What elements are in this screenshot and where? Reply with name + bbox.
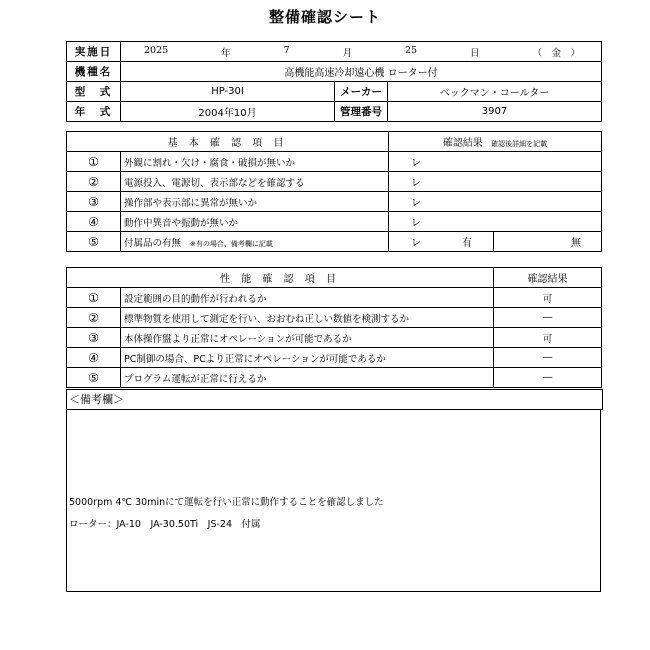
type-value: HP-30I	[121, 82, 335, 102]
year-made-row	[67, 102, 602, 122]
perf-item-num: ③	[67, 328, 121, 348]
remarks-header: ＜備考欄＞	[66, 389, 603, 410]
perf-item-result: 可	[494, 328, 602, 348]
perf-header-item: 性 能 確 認 項 目	[67, 268, 494, 288]
basic-item-text: 操作部や表示部に異常が無いか	[121, 192, 389, 212]
table-row	[67, 348, 602, 368]
accessory-yes: 有	[462, 238, 472, 249]
basic-item-num: ③	[67, 192, 121, 212]
year-value: 2025	[144, 44, 169, 56]
perf-item-num: ②	[67, 308, 121, 328]
accessory-no: 無	[494, 232, 602, 252]
remarks-line-2: ローター：JA-10 JA-30.50Ti JS-24 付属	[69, 519, 261, 530]
weekday: （ 金 ）	[532, 47, 581, 59]
perf-item-result: 可	[494, 288, 602, 308]
basic-item-mark: レ	[389, 152, 602, 172]
basic-item-text: 電源投入、電源切、表示部などを確認する	[121, 172, 389, 192]
model-row	[67, 62, 602, 82]
remarks-line-1: 5000rpm 4℃ 30minにて運転を行い正常に動作することを確認しました	[69, 497, 384, 508]
perf-header-result: 確認結果	[494, 268, 602, 288]
accessory-note: ※有の場合、備考欄に記載	[190, 239, 273, 248]
perf-item-num: ①	[67, 288, 121, 308]
perf-item-text: 本体操作盤より正常にオペレーションが可能であるか	[121, 328, 494, 348]
perf-item-result: ―	[494, 348, 602, 368]
perf-header-row	[67, 268, 602, 288]
perf-item-text: 標準物質を使用して測定を行い、おおむね正しい数値を検測するか	[121, 308, 494, 328]
basic-item-num: ④	[67, 212, 121, 232]
impl-date-label: 実施日	[67, 42, 121, 62]
impl-date-value	[121, 42, 602, 62]
year-unit: 年	[221, 47, 231, 59]
table-row	[67, 308, 602, 328]
table-row	[67, 368, 602, 388]
basic-item-text: 外観に割れ・欠け・腐食・破損が無いか	[121, 152, 389, 172]
equipment-info-table	[66, 41, 602, 122]
table-row	[67, 288, 602, 308]
month-value: 7	[283, 44, 290, 56]
perf-item-text: PC制御の場合、PCより正常にオペレーションが可能であるか	[121, 348, 494, 368]
basic-item-text: 動作中異音や振動が無いか	[121, 212, 389, 232]
maker-label: メーカー	[335, 82, 388, 102]
table-row	[67, 328, 602, 348]
day-unit: 日	[470, 47, 480, 59]
table-row	[67, 232, 602, 252]
day-value: 25	[405, 44, 418, 56]
perf-item-num: ④	[67, 348, 121, 368]
basic-header-result	[389, 132, 602, 152]
remarks-body	[66, 409, 601, 592]
basic-item-num: ②	[67, 172, 121, 192]
year-made-value: 2004年10月	[121, 102, 335, 122]
basic-header-item: 基 本 確 認 項 目	[67, 132, 389, 152]
perf-item-text: プログラム運転が正常に行えるか	[121, 368, 494, 388]
table-row	[67, 172, 602, 192]
perf-item-result: ―	[494, 308, 602, 328]
type-row	[67, 82, 602, 102]
model-value: 高機能高速冷却遠心機 ローター付	[121, 62, 602, 82]
maker-value: ベックマン・コールター	[388, 82, 602, 102]
basic-item-mark: レ	[389, 172, 602, 192]
table-row	[67, 192, 602, 212]
performance-check-table	[66, 267, 602, 388]
accessory-mark: レ	[411, 238, 421, 249]
basic-check-table	[66, 131, 602, 252]
basic-item-mark: レ	[389, 192, 602, 212]
impl-date-row	[67, 42, 602, 62]
basic-item-text	[121, 232, 389, 252]
mgmt-label: 管理番号	[335, 102, 388, 122]
type-label: 型 式	[67, 82, 121, 102]
basic-item-num: ⑤	[67, 232, 121, 252]
perf-item-result: ―	[494, 368, 602, 388]
table-row	[67, 152, 602, 172]
accessory-label: 付属品の有無	[124, 237, 182, 249]
month-unit: 月	[342, 47, 353, 59]
table-row	[67, 212, 602, 232]
basic-header-result-label: 確認結果	[442, 138, 483, 149]
basic-item-num: ①	[67, 152, 121, 172]
basic-header-result-note: 確認後詳細を記載	[491, 140, 548, 148]
mgmt-value: 3907	[388, 102, 602, 122]
model-label: 機種名	[67, 62, 121, 82]
year-made-label: 年 式	[67, 102, 121, 122]
page-title: 整備確認シート	[268, 8, 381, 26]
accessory-mark-cell	[389, 232, 494, 252]
basic-header-row	[67, 132, 602, 152]
basic-item-mark: レ	[389, 212, 602, 232]
perf-item-text: 設定範囲の目的動作が行われるか	[121, 288, 494, 308]
perf-item-num: ⑤	[67, 368, 121, 388]
